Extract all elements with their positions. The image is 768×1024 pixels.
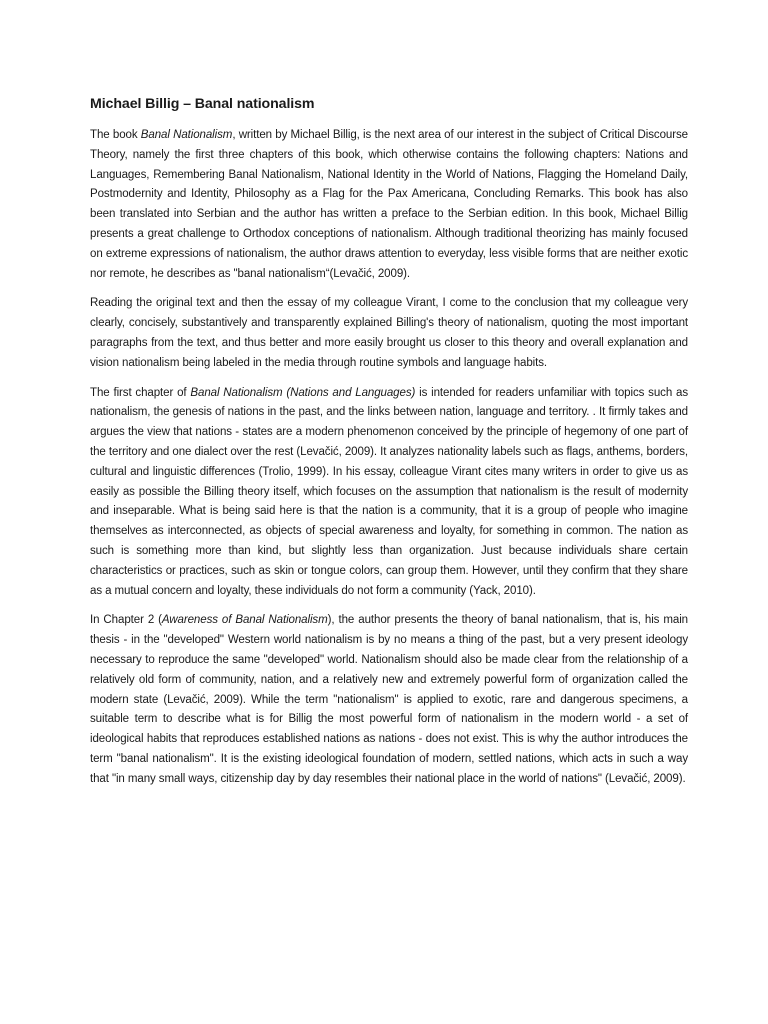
text-segment: , written by Michael Billig, is the next area of our interest in the subject of Critical Discourse Theory, namely the first three chapters of this book, which otherwise contains the following chapters: Nations and Languages, Remembering Banal Nationalism, National Identity in the World of Nations, Flagging the Homeland Daily, Postmodernity and Identity, Philosophy as a Flag for the Pax Americana, Concluding Remarks. This book has also been translated into Serbian and the author has written a preface to the Serbian edition. In this book, Michael Billig presents a great challenge to Orthodox conceptions of nationalism. Although traditional theorizing has mainly focused on extreme expressions of nationalism, the author draws attention to everyday, less visible forms that are neither exotic nor remote, he describes as "banal nationalism“(Levačić, 2009).: [90, 129, 688, 280]
paragraph-chapter-one: [90, 384, 688, 602]
chapter-title-italic: Awareness of Banal Nationalism: [161, 614, 328, 627]
book-title-italic: Banal Nationalism: [140, 129, 233, 141]
text-segment: Reading the original text and then the essay of my colleague Virant, I come to the conclusion that my colleague very clearly, concisely, substantively and transparently explained Billing's theory of nationalism, quoting the most important paragraphs from the text, and thus better and more easily brought us closer to this theory and overall explanation and vision nationalism being labeled in the media through routine symbols and language habits.: [90, 297, 688, 369]
paragraph-reading: [90, 294, 688, 373]
text-segment: The first chapter of: [90, 386, 191, 399]
text-segment: is intended for readers unfamiliar with topics such as nationalism, the genesis of nations in the past, and the links between nation, language and territory. . It firmly takes and argues the view that nations - states are a modern phenomenon conceived by the principle of hegemony of one part of the territory and one dialect over the rest (Levačić, 2009). It analyzes nationality labels such as flags, anthems, borders, cultural and linguistic differences (Trolio, 1999). In his essay, colleague Virant cites many writers in order to give us as easily as possible the Billing theory itself, which focuses on the assumption that nationalism is the result of modernity and inseparable. What is being said here is that the nation is a community, that it is a group of people who imagine themselves as interconnected, as objects of special awareness and loyalty, for something in common. The nation as such is something more than kind, but slightly less than organization. Just because individuals share certain characteristics or practices, such as skin or tongue colors, can group them. However, until they confirm that they share as a mutual concern and loyalty, these individuals do not form a community (Yack, 2010).: [90, 386, 689, 597]
paragraph-chapter-two: [90, 611, 688, 789]
chapter-title-italic: Banal Nationalism (Nations and Languages): [190, 386, 416, 399]
paragraph-intro: [90, 126, 688, 284]
text-segment: The book: [90, 129, 141, 141]
document-title: Michael Billig – Banal nationalism: [90, 96, 315, 112]
text-segment: In Chapter 2 (: [90, 614, 162, 627]
text-segment: ), the author presents the theory of banal nationalism, that is, his main thesis - in the "developed" Western world nationalism is by no means a thing of the past, but a very present ideology necessary to reproduce the same "developed" world. Nationalism should also be made clear from the relationship of a relatively old form of community, nation, and a relatively new and extremely powerful form of organization called the modern state (Levačić, 2009). While the term "nationalism" is applied to exotic, rare and dangerous specimens, a suitable term to describe what is for Billig the most powerful form of nationalism in the modern world - a set of ideological habits that reproduces established nations as nations - does not exist. This is why the author introduces the term "banal nationalism". It is the existing ideological foundation of modern, settled nations, which acts in such a way that "in many small ways, citizenship day by day resembles their national place in the world of nations" (Levačić, 2009).: [90, 614, 688, 785]
